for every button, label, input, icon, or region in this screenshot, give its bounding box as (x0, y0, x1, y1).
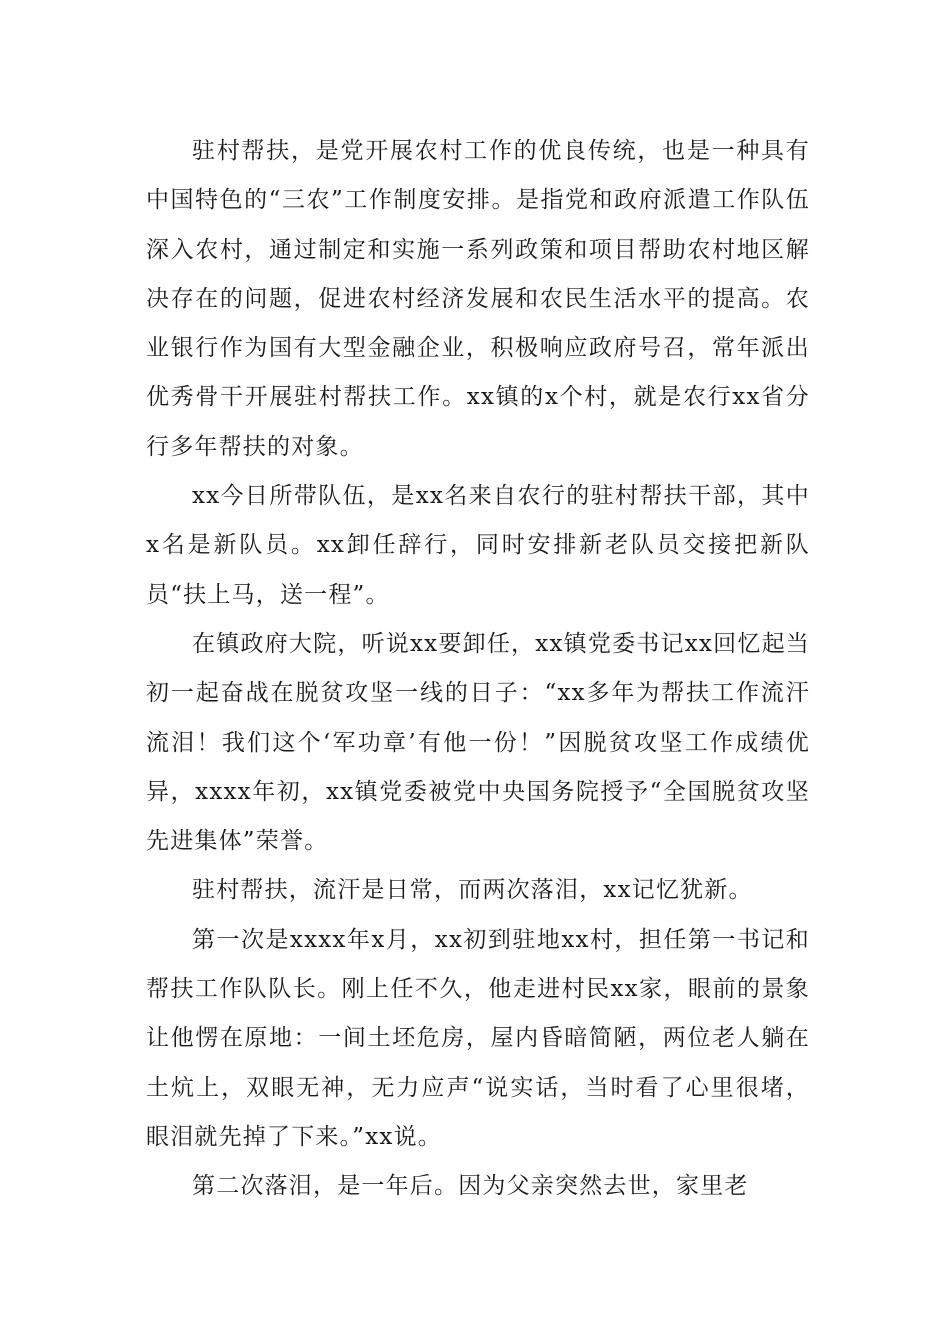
paragraph-2: xx今日所带队伍，是xx名来自农行的驻村帮扶干部，其中x名是新队员。xx卸任辞行，同时安排新老队员交接把新队员“扶上马，送一程”。 (146, 483, 810, 608)
article-body (146, 127, 810, 1212)
paragraph-5: 第一次是xxxx年x月，xx初到驻地xx村，担任第一书记和帮扶工作队队长。刚上任不久，他走进村民xx家，眼前的景象让他愣在原地：一间土坯危房，屋内昏暗简陋，两位老人躺在土炕上，双眼无神，无力应声“说实话，当时看了心里很堵，眼泪就先掉了下来。”xx说。 (146, 926, 810, 1150)
paragraph-4: 驻村帮扶，流汗是日常，而两次落泪，xx记忆犹新。 (192, 877, 753, 904)
paragraph-1: 驻村帮扶，是党开展农村工作的优良传统，也是一种具有中国特色的“三农”工作制度安排。是指党和政府派遣工作队伍深入农村，通过制定和实施一系列政策和项目帮助农村地区解决存在的问题，促进农村经济发展和农民生活水平的提高。农业银行作为国有大型金融企业，积极响应政府号召，常年派出优秀骨干开展驻村帮扶工作。xx镇的x个村，就是农行xx省分行多年帮扶的对象。 (146, 138, 810, 460)
paragraph-3: 在镇政府大院，听说xx要卸任，xx镇党委书记xx回忆起当初一起奋战在脱贫攻坚一线的日子：“xx多年为帮扶工作流汗流泪！我们这个‘军功章’有他一份！”因脱贫攻坚工作成绩优异，xxxx年初，xx镇党委被党中央国务院授予“全国脱贫攻坚先进集体”荣誉。 (146, 630, 810, 855)
paragraph-6: 第二次落泪，是一年后。因为父亲突然去世，家里老 (192, 1173, 749, 1200)
